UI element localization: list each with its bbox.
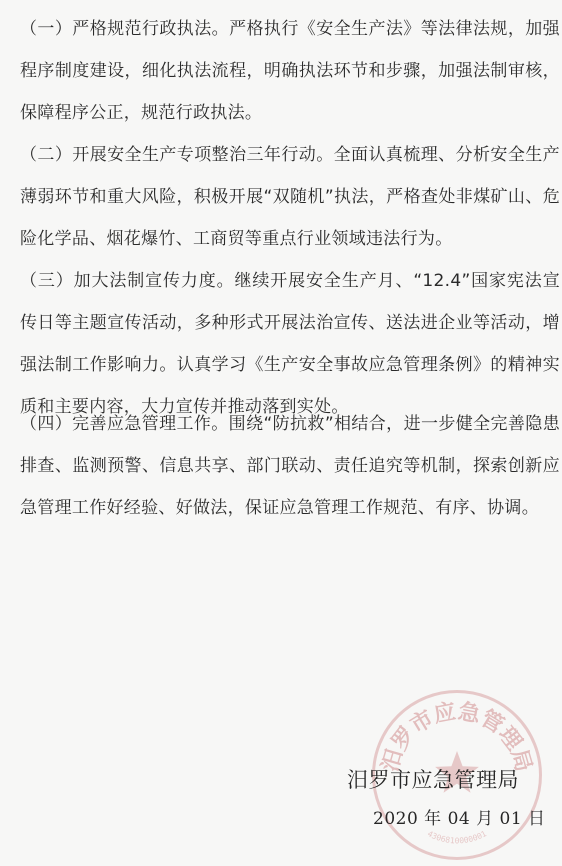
paragraph-2: （二）开展安全生产专项整治三年行动。全面认真梳理、分析安全生产薄弱环节和重大风险，积极开展“双随机”执法，严格查处非煤矿山、危险化学品、烟花爆竹、工商贸等重点行业领域违法行为。 [20, 145, 560, 249]
seal-code: 4306810000001 [425, 829, 489, 846]
issuer-name: 汨罗市应急管理局 [347, 768, 519, 792]
issue-date: 2020 年 04 月 01 日 [373, 809, 546, 829]
paragraph-4: （四）完善应急管理工作。围绕“防抗救”相结合，进一步健全完善隐患排查、监测预警、信息共享、部门联动、责任追究等机制，探索创新应急管理工作好经验、好做法，保证应急管理工作规范、有序、协调。 [20, 414, 560, 518]
seal-text: 汨罗市应急管理局 [378, 699, 536, 775]
paragraph-3: （三）加大法制宣传力度。继续开展安全生产月、“12.4”国家宪法宣传日等主题宣传活动，多种形式开展法治宣传、送法进企业等活动，增强法制工作影响力。认真学习《生产安全事故应急管理条例》的精神实质和主要内容，大力宣传并推动落到实处。 [20, 271, 560, 417]
paragraph-1: （一）严格规范行政执法。严格执行《安全生产法》等法律法规，加强程序制度建设，细化执法流程，明确执法环节和步骤，加强法制审核，保障程序公正，规范行政执法。 [20, 19, 560, 123]
